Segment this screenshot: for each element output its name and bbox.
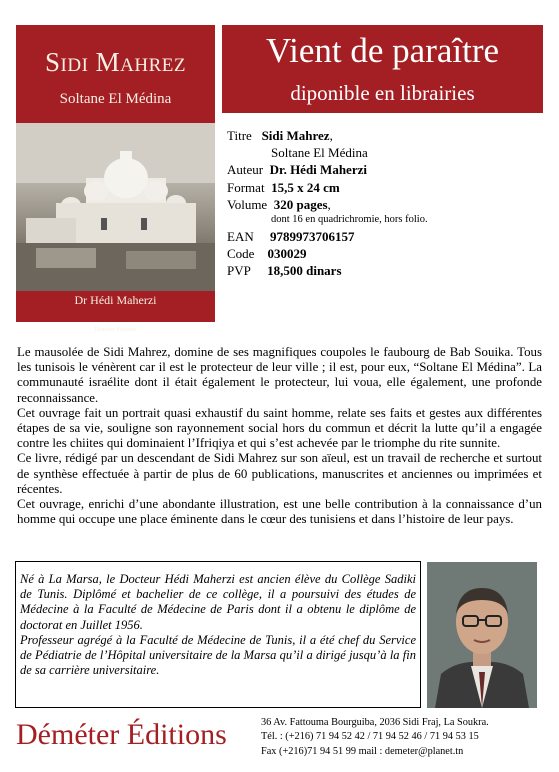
bio-paragraph: Né à La Marsa, le Docteur Hédi Maherzi est ancien élève du Collège Sadiki de Tunis. Diplômé et bachelier de ce collège, il a poursuivi des études de Médecine à la Faculté de Médecine de Paris dont il a obtenu le diplôme de doctorat en Juillet 1956.	[20, 572, 416, 632]
spec-title	[227, 127, 428, 144]
spec-value: 030029	[267, 246, 307, 262]
spec-ean	[227, 228, 428, 245]
contact-phone: Tél. : (+216) 71 94 52 42 / 71 94 52 46 / 71 94 53 15	[261, 731, 479, 743]
description-paragraph: Cet ouvrage, enrichi d’une abondante illustration, est une belle contribution à la connaissance d’un homme qui occupe une place éminente dans le cœur des tunisiens et dans l’histoire de leur pays.	[17, 497, 542, 527]
cover-title: Sidi Mahrez	[45, 47, 186, 77]
spec-value: 320 pages	[273, 196, 328, 212]
announcement-banner	[222, 25, 543, 113]
spec-label: EAN	[227, 229, 254, 245]
author-portrait	[427, 562, 537, 708]
spec-title-line2: Soltane El Médina	[271, 145, 368, 161]
contact-fax-mail: Fax (+216)71 94 51 99 mail : demeter@planet.tn	[261, 745, 464, 757]
mausoleum-illustration	[16, 123, 215, 291]
cover-photo-mausoleum	[16, 123, 215, 291]
spec-value: Sidi Mahrez	[261, 128, 330, 143]
portrait-illustration	[427, 562, 537, 708]
spec-label: PVP	[227, 263, 251, 279]
book-cover	[16, 25, 215, 333]
description-paragraph: Cet ouvrage fait un portrait quasi exhaustif du saint homme, relate ses faits et gestes aux différentes étapes de sa vie, souligne son rayonnement social hors du commun et décrit la lutte qu’il a engagée contre les chiites qui dominaient l’Ifriqiya et qui s’est achevée par le triomphe du rite sunnite.	[17, 405, 542, 451]
cover-subtitle: Soltane El Médina	[59, 91, 172, 107]
cover-author: Dr Hédi Maherzi	[74, 293, 157, 307]
banner-title: Vient de paraître	[265, 31, 500, 70]
spec-format	[227, 179, 428, 196]
author-bio	[15, 561, 421, 708]
book-specs	[227, 127, 428, 280]
spec-value: 18,500 dinars	[267, 263, 342, 279]
spec-value: Dr. Hédi Maherzi	[269, 162, 367, 178]
spec-volume	[227, 196, 428, 213]
spec-label: Volume	[227, 196, 268, 212]
spec-suffix: ,	[329, 128, 333, 143]
contact-address: 36 Av. Fattouma Bourguiba, 2036 Sidi Fraj, La Soukra.	[261, 717, 489, 728]
bio-paragraph: Professeur agrégé à la Faculté de Médecine de Tunis, il a été chef du Service de Pédiatrie de l’Hôpital universitaire de la Marsa qu’il a dirigé jusqu’à la fin de sa carrière universitaire.	[20, 632, 416, 678]
spec-label: Titre	[227, 128, 252, 143]
spec-suffix: ,	[327, 196, 331, 212]
spec-code	[227, 245, 428, 262]
spec-volume-note: dont 16 en quadrichromie, hors folio.	[271, 214, 428, 226]
spec-label: Format	[227, 179, 265, 195]
spec-price	[227, 262, 428, 279]
spec-label: Code	[227, 246, 255, 262]
book-description	[17, 345, 542, 527]
description-paragraph: Ce livre, rédigé par un descendant de Sidi Mahrez sur son aïeul, est un travail de recherche et surtout de synthèse effectuée à partir de plus de 60 publications, manuscrites et anciennes ou imprimées et récentes.	[17, 451, 542, 496]
spec-value: 15,5 x 24 cm	[271, 179, 340, 195]
banner-subtitle: diponible en librairies	[290, 81, 475, 105]
description-paragraph: Le mausolée de Sidi Mahrez, domine de ses magnifiques coupoles le faubourg de Bab Souika. Tous les tunisois le vénèrent car il est le protecteur de leur ville ; il est, pour eux, “Soltane El Médina”. La communauté israélite dont il était également le protecteur, lui voua, elle également, une profonde reconnaissance.	[17, 345, 542, 405]
spec-value: 9789973706157	[269, 229, 355, 245]
publisher-logo-text: Déméter Éditions	[16, 718, 227, 751]
cover-publisher: Déméter Éditions	[94, 327, 137, 333]
spec-label: Auteur	[227, 162, 264, 178]
spec-author	[227, 161, 428, 178]
publisher-contact	[261, 716, 489, 759]
